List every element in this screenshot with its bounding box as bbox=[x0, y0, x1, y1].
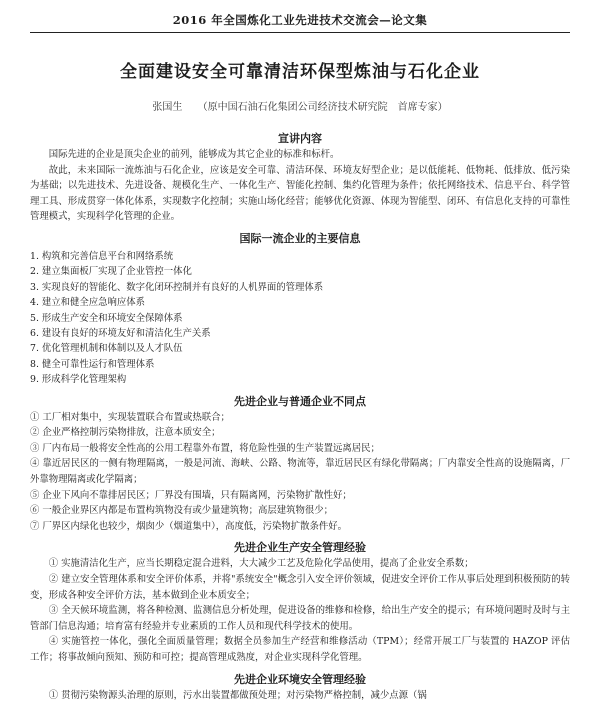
author-affiliation: （原中国石油石化集团公司经济技术研究院 首席专家） bbox=[197, 102, 448, 113]
section-safety bbox=[30, 540, 570, 665]
author-name: 张国生 bbox=[152, 102, 183, 113]
section-heading: 宣讲内容 bbox=[278, 132, 322, 145]
paragraph: 故此，未来国际一流炼油与石化企业，应该是安全可靠、清洁环保、环境友好型企业；是以低能耗、低物耗、低排放、低污染为基础；以先进技术、先进设备、规模化生产、一体化生产、智能化控制、集约化管理为条件；依托网络技术、信息平台、科学管理工具、形成贯穿一体化体系，实现数字化控制；实施山场化经营；能够优化资源、体现为智能型、闭环、有信息化支持的可靠性管理模式，实现科学化管理的企业。 bbox=[30, 164, 570, 223]
list-item: ④ 靠近居民区的一侧有物理隔离，一般是河流、海峡、公路、物流等，靠近居民区有绿化带隔离；厂内靠安全性高的设施隔离，厂外靠物理隔离或化学隔离； bbox=[30, 458, 570, 485]
list-item: 3. 实现良好的智能化、数字化闭环控制并有良好的人机界面的管理体系 bbox=[30, 281, 324, 293]
list-item: 6. 建设有良好的环境友好和清洁化生产关系 bbox=[30, 328, 211, 339]
list-item: ⑤ 企业下风向不靠排居民区；厂界没有围墙，只有隔离网，污染物扩散性好； bbox=[30, 489, 352, 501]
list-item: 4. 建立和健全应急响应体系 bbox=[30, 297, 146, 309]
paragraph: ④ 实施管控一体化，强化全面质量管理；数据全员参加生产经营和维修活动（TPM）；经常开展工厂与装置的 HAZOP 评估工作；将事故倾向预知、预防和可控；提高管理成熟度，对企业实现科学化管理。 bbox=[30, 636, 570, 663]
header-rule bbox=[30, 32, 570, 33]
section-difference bbox=[30, 394, 570, 535]
section-environment bbox=[30, 672, 570, 703]
paper-title: 全面建设安全可靠清洁环保型炼油与石化企业 bbox=[120, 62, 480, 82]
list-item: ① 工厂相对集中，实现装置联合布置或热联合； bbox=[30, 411, 230, 423]
main-info-list bbox=[30, 249, 570, 388]
section-heading: 先进企业生产安全管理经验 bbox=[234, 541, 366, 555]
paragraph: ② 建立安全管理体系和安全评价体系，并将"系统安全"概念引入安全评价领域，促进安全评价工作从事后处理到积极预防的转变，形成各种安全评价方法，基本做到企业本质安全； bbox=[30, 573, 570, 601]
paragraph: ③ 全天候环境监测，将各种检测、监测信息分析处理，促进设备的维修和检修，给出生产安全的提示；有环境问题时及时与主管部门信息沟通；培育富有经验并专业素质的工作人员和现代科学技术的使用。 bbox=[30, 605, 570, 632]
list-item: 5. 形成生产安全和环境安全保障体系 bbox=[30, 312, 183, 324]
paragraph: ① 实施清洁化生产，应当长期稳定混合进料，大大减少工艺及危险化学品使用，提高了企业安全系数； bbox=[48, 558, 474, 570]
section-heading: 国际一流企业的主要信息 bbox=[239, 231, 361, 245]
section-main-info bbox=[30, 231, 570, 388]
list-item: ③ 厂内布局一般将安全性高的公用工程靠外布置，将危险性强的生产装置远离居民； bbox=[30, 442, 380, 454]
list-item: 9. 形成科学化管理架构 bbox=[30, 374, 127, 386]
running-header: 2016 年全国炼化工业先进技术交流会—论文集 bbox=[172, 13, 428, 27]
list-item: ⑥ 一般企业界区内都是布置构筑物没有或少量建筑物；高层建筑物很少； bbox=[30, 505, 333, 517]
paragraph: 国际先进的企业是顶尖企业的前列，能够成为其它企业的标准和标杆。 bbox=[48, 149, 340, 160]
list-item: ⑦ 厂界区内绿化也较少，烟囱少（烟道集中），高度低，污染物扩散条件好。 bbox=[30, 520, 348, 532]
list-item: 7. 优化管理机制和体制以及人才队伍 bbox=[30, 343, 183, 355]
list-item: ② 企业严格控制污染物排放，注意本质安全； bbox=[30, 427, 221, 439]
paragraph: ① 贯彻污染物源头治理的原则，污水出装置都做预处理；对污染物严格控制，减少点源（锅 bbox=[48, 689, 427, 701]
list-item: 2. 建立集面板厂实现了企业管控一体化 bbox=[30, 266, 192, 278]
list-item: 8. 健全可靠性运行和管理体系 bbox=[30, 358, 155, 370]
section-heading: 先进企业环境安全管理经验 bbox=[234, 672, 366, 686]
section-heading: 先进企业与普通企业不同点 bbox=[234, 394, 366, 408]
section-intro bbox=[30, 131, 570, 225]
list-item: 1. 构筑和完善信息平台和网络系统 bbox=[30, 250, 174, 262]
author-line bbox=[30, 98, 570, 113]
